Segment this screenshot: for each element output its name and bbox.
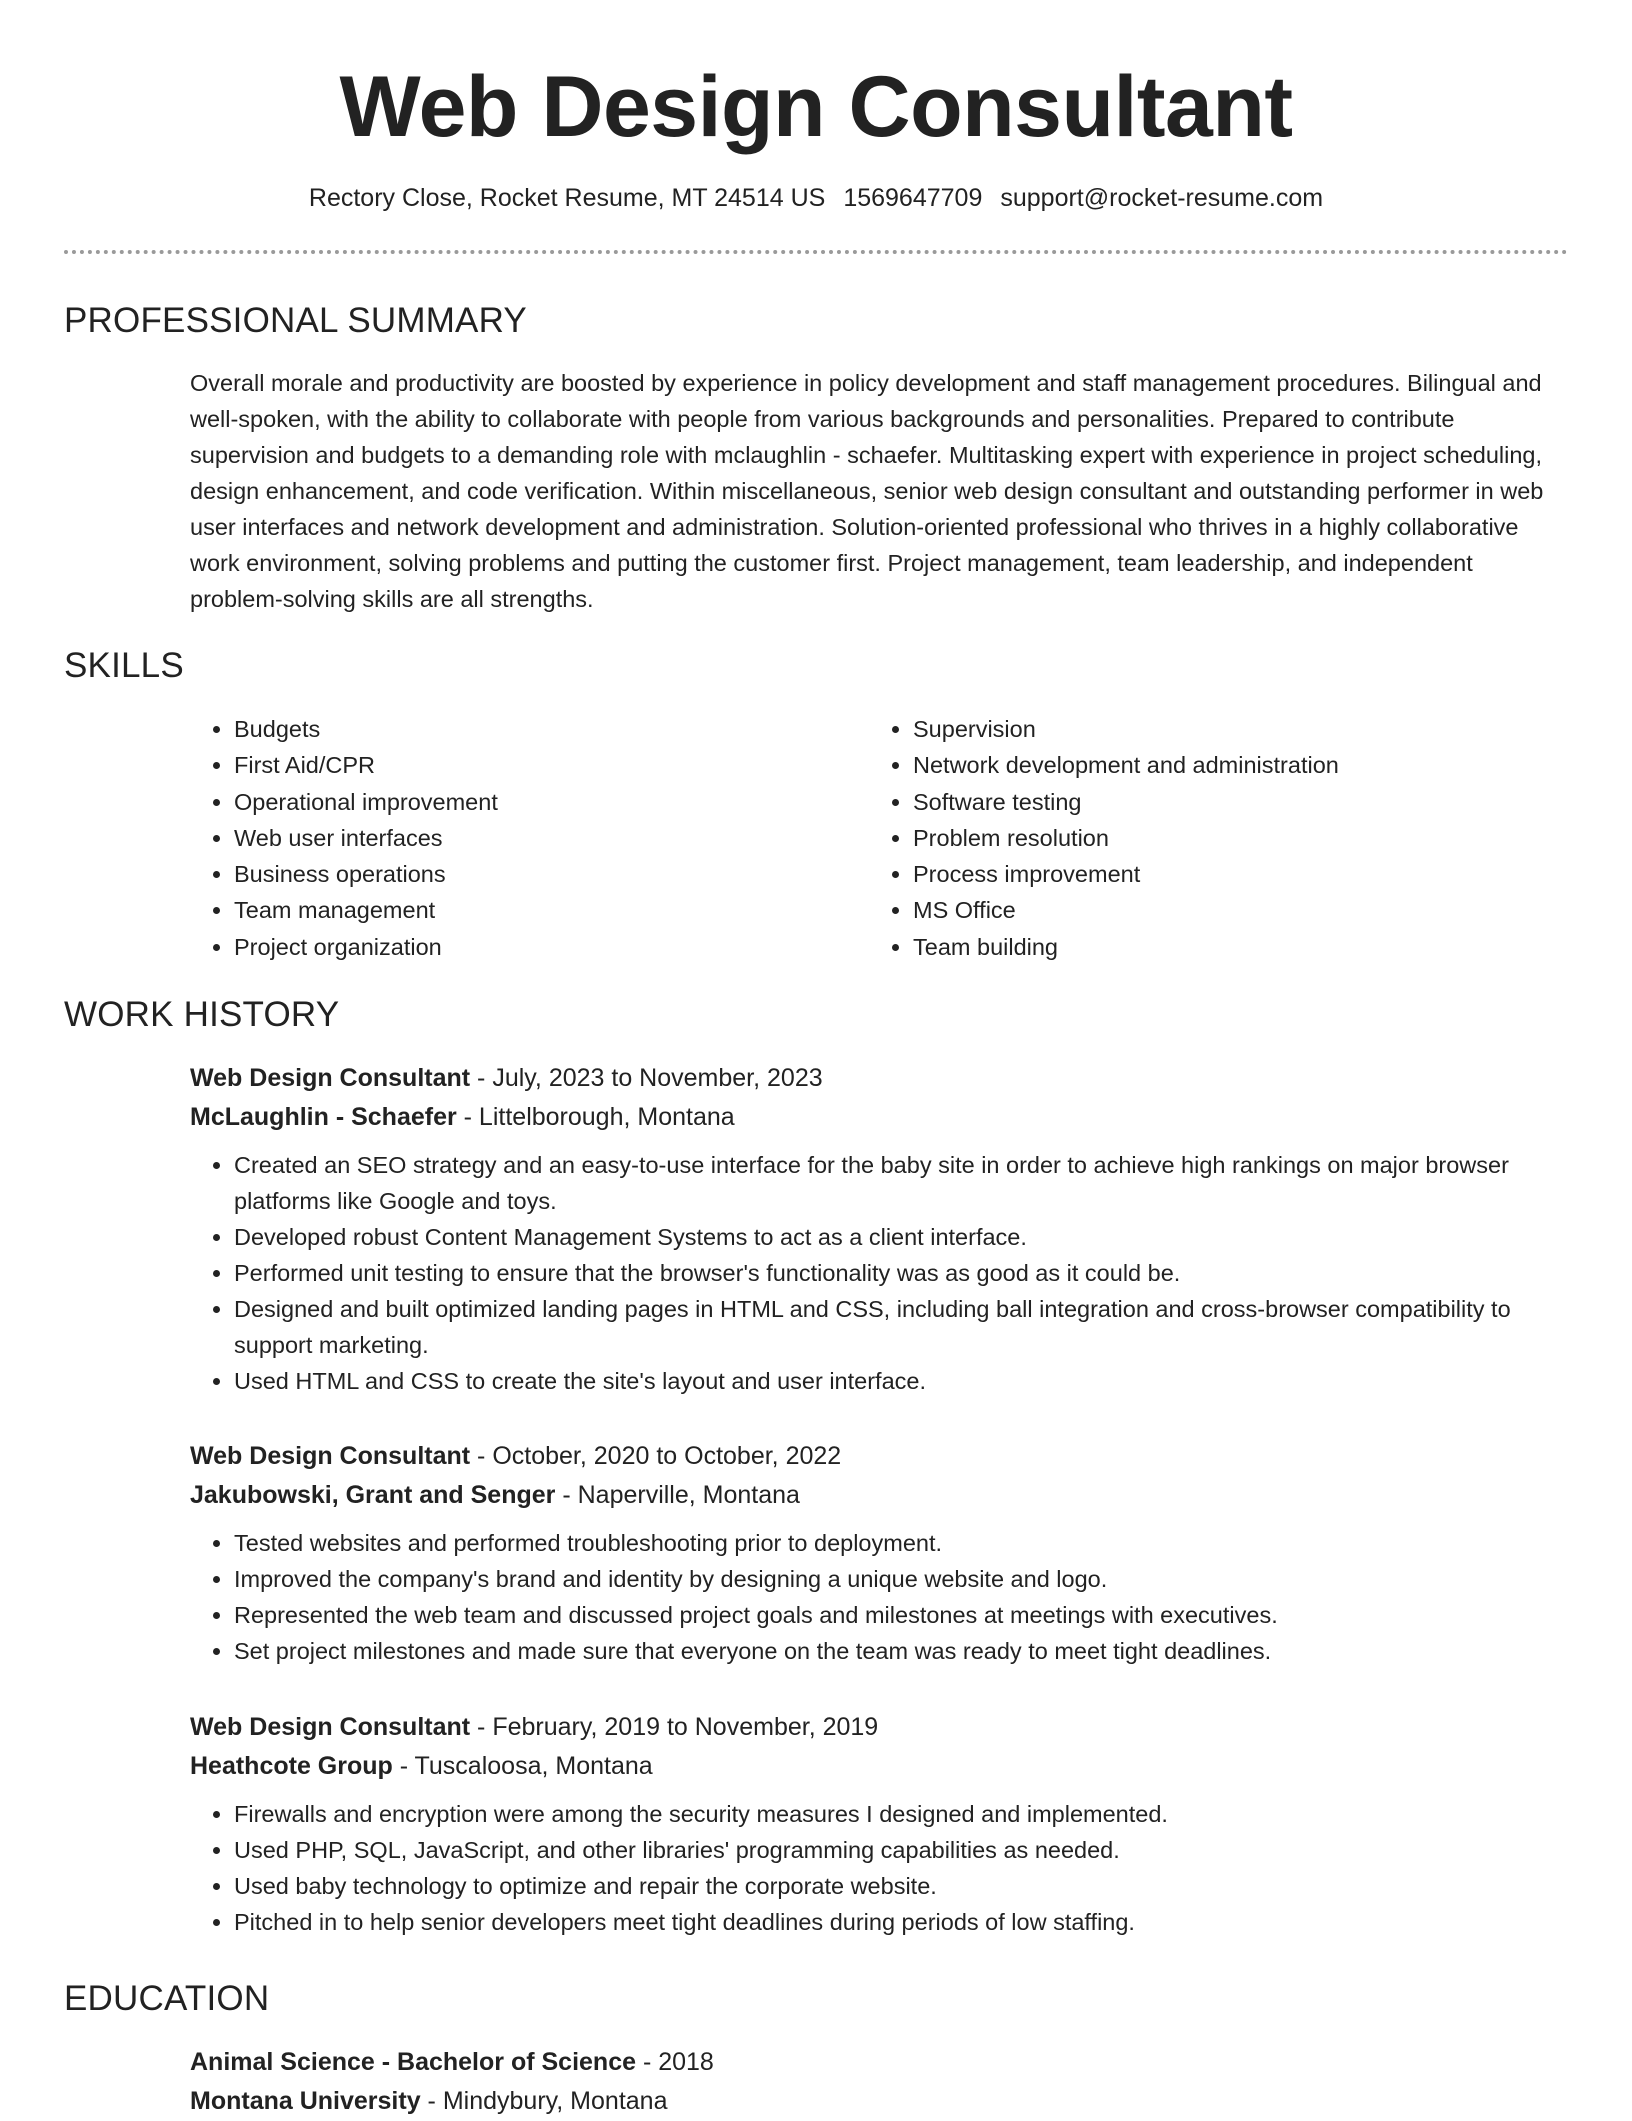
job-title-line [190,1708,1570,1747]
contact-address: Rectory Close, Rocket Resume, MT 24514 US [308,184,826,212]
job-role: Web Design Consultant [190,1064,471,1092]
skills-heading: SKILLS [64,646,184,685]
skill-item: • Operational improvement [234,784,498,820]
job-company: Jakubowski, Grant and Senger [190,1481,556,1509]
skill-item: • Budgets [234,711,498,747]
contact-line [0,180,1632,216]
job-bullet: • Set project milestones and made sure that everyone on the team was ready to meet tight deadlines. [234,1633,1570,1669]
job-company: McLaughlin - Schaefer [190,1103,457,1131]
job-bullet: • Developed robust Content Management Systems to act as a client interface. [234,1219,1570,1255]
job-bullet: • Represented the web team and discussed project goals and milestones at meetings with executives. [234,1597,1570,1633]
skill-item: • Project organization [234,929,498,965]
job-location: - Littelborough, Montana [456,1103,735,1131]
summary-text: Overall morale and productivity are boosted by experience in policy development and staff management procedures. Bilingual and well-spoken, with the ability to collaborate with people from various backgrounds and personalities. Prepared to contribute supervision and budgets to a demanding role with mclaughlin - schaefer. Multitasking expert with experience in project scheduling, design enhancement, and code verification. Within miscellaneous, senior web design consultant and outstanding performer in web user interfaces and network development and administration. Solution-oriented professional who thrives in a highly collaborative work environment, solving problems and putting the customer first. Project management, team leadership, and independent problem-solving skills are all strengths. [190,370,1544,612]
job-role: Web Design Consultant [190,1442,471,1470]
job-company-line [190,1098,1570,1137]
job-dates: - October, 2020 to October, 2022 [470,1442,842,1470]
job-bullet: • Used baby technology to optimize and repair the corporate website. [234,1868,1570,1904]
skills-list-right [869,711,1339,965]
education-school-line [190,2082,1570,2121]
header-divider [64,250,1568,254]
job-bullet: • Pitched in to help senior developers meet tight deadlines during periods of low staffing. [234,1904,1570,1940]
work-history-heading: WORK HISTORY [64,995,340,1034]
education-heading: EDUCATION [64,1979,270,2018]
contact-phone: 1569647709 [843,184,983,212]
skill-item: • Team management [234,892,498,928]
job-role: Web Design Consultant [190,1713,471,1741]
job-entry [190,1059,1570,1399]
job-bullets [190,1147,1570,1399]
job-dates: - February, 2019 to November, 2019 [470,1713,879,1741]
job-bullet: • Created an SEO strategy and an easy-to-use interface for the baby site in order to achieve high rankings on major browser platforms like Google and toys. [234,1147,1570,1219]
job-company: Heathcote Group [190,1752,393,1780]
contact-email: support@rocket-resume.com [1000,184,1324,212]
education-entry [190,2043,1570,2121]
job-bullet: • Performed unit testing to ensure that the browser's functionality was as good as it could be. [234,1255,1570,1291]
education-location: - Mindybury, Montana [420,2087,668,2115]
job-dates: - July, 2023 to November, 2023 [470,1064,823,1092]
skill-item: • Process improvement [913,856,1339,892]
job-bullet: • Used PHP, SQL, JavaScript, and other libraries' programming capabilities as needed. [234,1832,1570,1868]
job-title-line [190,1059,1570,1098]
job-location: - Naperville, Montana [555,1481,800,1509]
job-bullets [190,1525,1570,1669]
job-entry [190,1437,1570,1669]
job-bullet: • Improved the company's brand and identity by designing a unique website and logo. [234,1561,1570,1597]
summary-heading: PROFESSIONAL SUMMARY [64,301,527,340]
skills-list-left [190,711,498,965]
skill-item: • Team building [913,929,1339,965]
job-bullet: • Used HTML and CSS to create the site's layout and user interface. [234,1363,1570,1399]
skill-item: • Web user interfaces [234,820,498,856]
skill-item: • Software testing [913,784,1339,820]
job-company-line [190,1476,1570,1515]
job-bullet: • Designed and built optimized landing pages in HTML and CSS, including ball integration and cross-browser compatibility to support marketing. [234,1291,1570,1363]
job-location: - Tuscaloosa, Montana [392,1752,653,1780]
skill-item: • MS Office [913,892,1339,928]
skill-item: • Supervision [913,711,1339,747]
job-bullets [190,1796,1570,1940]
candidate-name: Web Design Consultant [339,59,1293,155]
job-company-line [190,1747,1570,1786]
job-bullet: • Firewalls and encryption were among the security measures I designed and implemented. [234,1796,1570,1832]
skill-item: • Business operations [234,856,498,892]
job-bullet: • Tested websites and performed troubleshooting prior to deployment. [234,1525,1570,1561]
job-title-line [190,1437,1570,1476]
education-degree: Animal Science - Bachelor of Science [190,2048,636,2076]
education-year: - 2018 [636,2048,714,2076]
skill-item: • First Aid/CPR [234,747,498,783]
skill-item: • Problem resolution [913,820,1339,856]
skill-item: • Network development and administration [913,747,1339,783]
job-entry [190,1708,1570,1940]
education-degree-line [190,2043,1570,2082]
education-school: Montana University [190,2087,421,2115]
